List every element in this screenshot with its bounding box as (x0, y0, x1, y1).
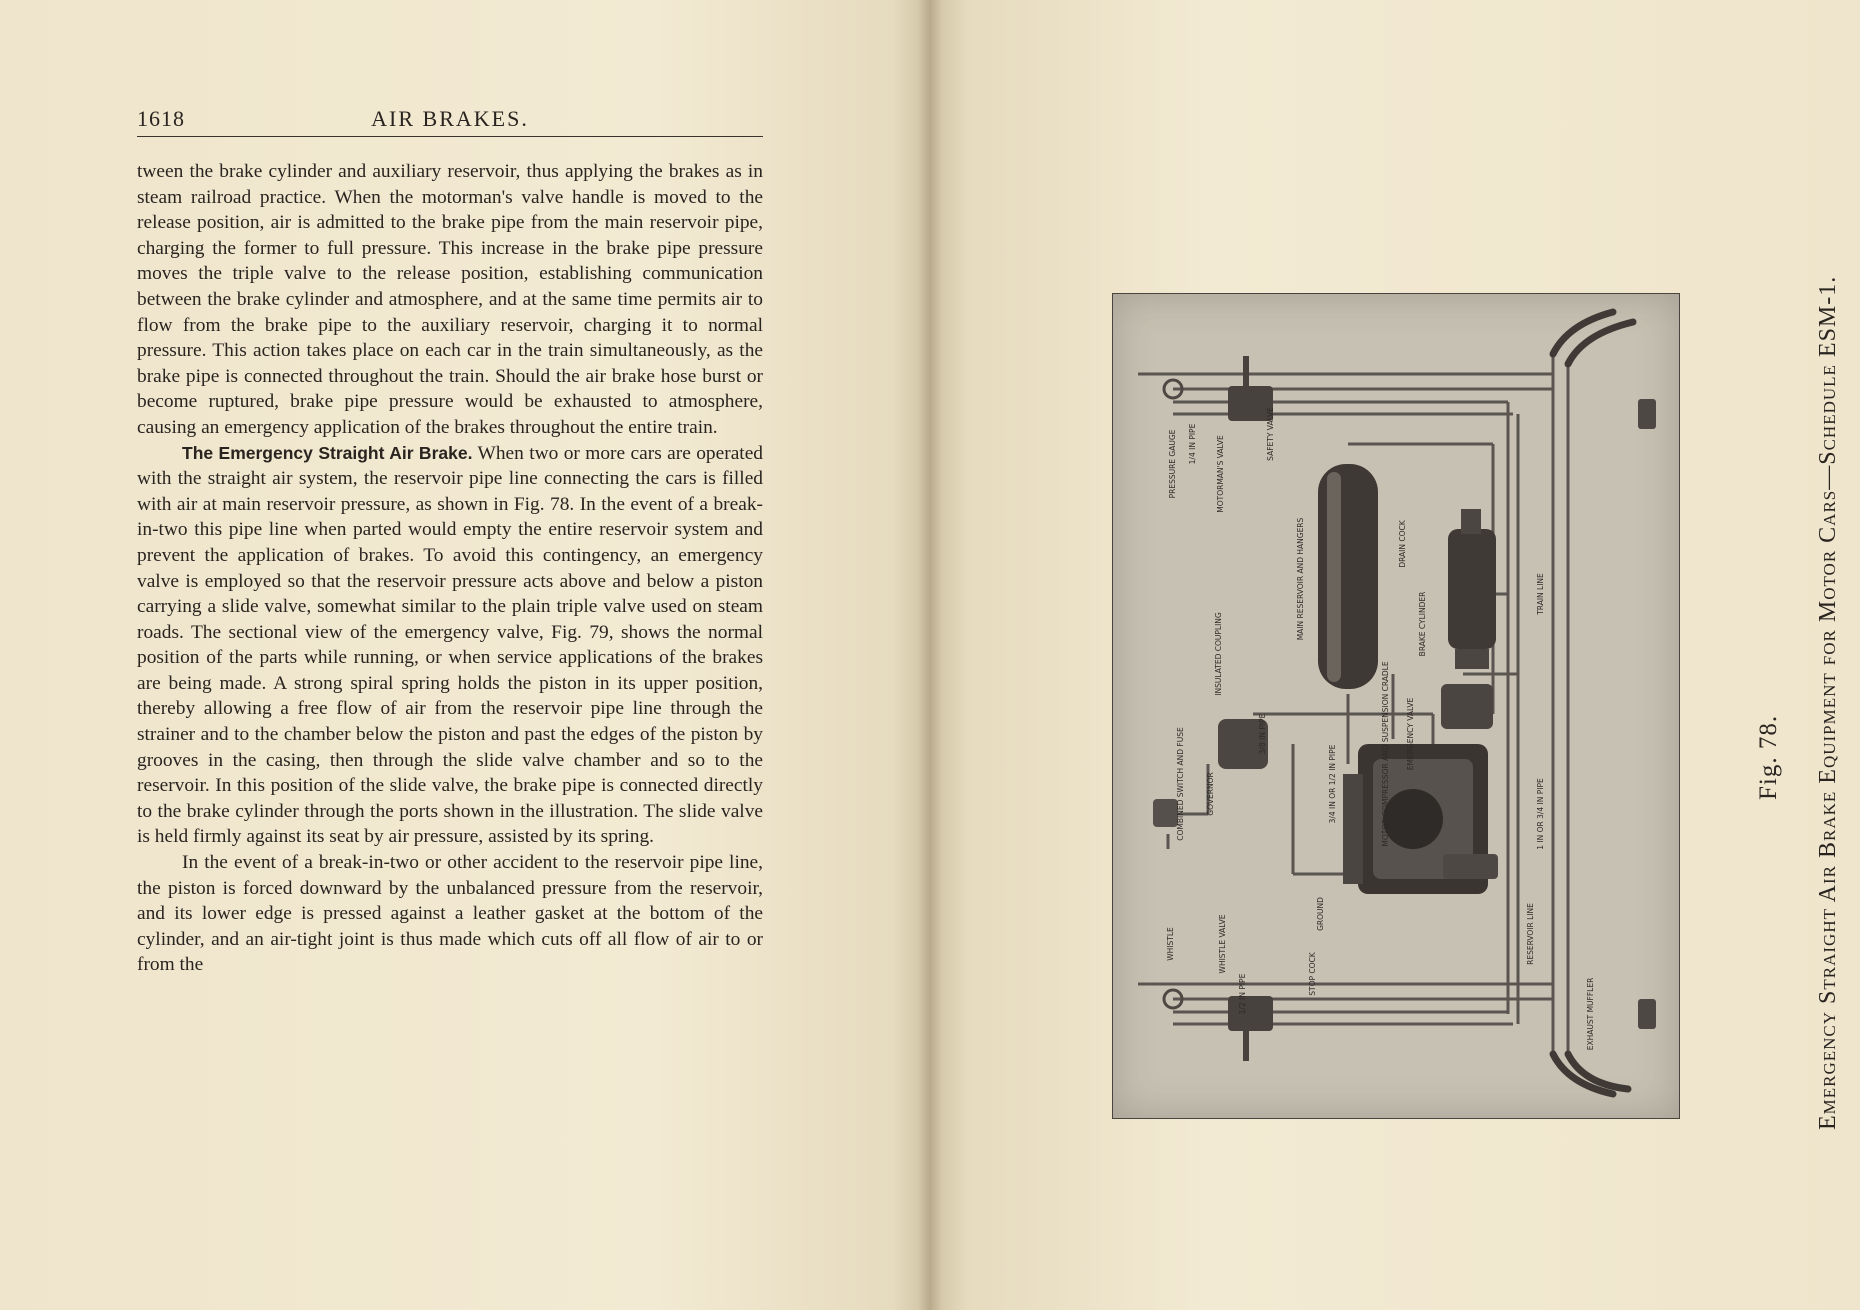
paragraph-1-text: tween the brake cylinder and auxiliary reservoir, thus applying the brakes as in steam railroad practice. When the motorman's valve handle is moved to the release position, air is admitted to the brake pipe from the main reservoir pipe, charging the former to full pressure. This increase in the brake pipe pressure moves the triple valve to the release position, establishing communication between the brake cylinder and atmosphere, and at the same time permits air to flow from the brake pipe to the auxiliary reservoir, charging it to normal pressure. This action takes place on each car in the train simultaneously, as the brake pipe is connected throughout the train. Should the air brake hose burst or become ruptured, brake pipe pressure would be exhausted to atmosphere, causing an emergency application of the brakes throughout the entire train. (137, 161, 763, 438)
section-heading: The Emergency Straight Air Brake. (182, 442, 473, 463)
label-emergency-valve: EMERGENCY VALVE (1406, 697, 1415, 771)
label-whistle: WHISTLE (1166, 927, 1175, 961)
figure-title: Emergency Straight Air Brake Equipment for Motor Cars—Schedule ESM-1. (1815, 275, 1841, 1130)
label-air-pipe-top: 1/4 IN PIPE (1188, 423, 1197, 465)
figure-plate (1112, 293, 1680, 1119)
label-train-line: TRAIN LINE (1536, 573, 1545, 615)
label-brake-cylinder: BRAKE CYLINDER (1418, 591, 1427, 657)
running-head-title: AIR BRAKES. (371, 106, 529, 131)
label-motormans-valve: MOTORMAN'S VALVE (1216, 435, 1225, 513)
label-governor: GOVERNOR (1206, 772, 1215, 816)
paragraph-2 (137, 441, 763, 851)
label-stop-cock: STOP COCK (1308, 952, 1317, 996)
label-whistle-valve: WHISTLE VALVE (1218, 914, 1227, 974)
body-text (137, 159, 763, 978)
label-pressure-gauge: PRESSURE GAUGE (1168, 429, 1177, 499)
label-combined-switch: COMBINED SWITCH AND FUSE (1176, 727, 1185, 841)
label-pipe-1-2: 1/2 IN PIPE (1238, 973, 1247, 1015)
label-reservoir-line: RESERVOIR LINE (1526, 903, 1535, 965)
label-pipe-3-4-1-2: 3/4 IN OR 1/2 IN PIPE (1328, 744, 1337, 824)
paragraph-3-text: In the event of a break-in-two or other accident to the reservoir pipe line, the piston is forced downward by the unbalanced pressure from the reservoir, and its lower edge is pressed against a leather gasket at the bottom of the cylinder, and an air-tight joint is thus made which cuts off all flow of air to or from the (137, 852, 763, 976)
figure-number: Fig. 78. (1755, 714, 1782, 800)
label-exhaust-muffler: EXHAUST MUFFLER (1586, 977, 1595, 1051)
book-gutter (918, 0, 942, 1310)
paragraph-1 (137, 159, 763, 441)
paragraph-2-text: When two or more cars are operated with the straight air system, the reservoir pipe line connecting the cars is filled with air at main reservoir pressure, as shown in Fig. 78. In the event of a break-in-two this pipe line when parted would empty the entire reservoir system and prevent the application of brakes. To avoid this contingency, an emergency valve is employed so that the reservoir pressure acts above and below a piston carrying a slide valve, somewhat similar to the plain triple valve used on steam roads. The sectional view of the emergency valve, Fig. 79, shows the normal position of the parts while running, or when service applications of the brakes are being made. A strong spiral spring holds the piston in its upper position, thereby allowing a free flow of air from the reservoir pipe line through the strainer and to the chamber below the piston and past the edges of the piston by grooves in the casing, then through the slide valve chamber and so to the reservoir. In this position of the slide valve, the brake pipe is connected directly to the brake cylinder through the ports shown in the illustration. The slide valve is held firmly against its seat by air pressure, assisted by its spring. (137, 442, 763, 848)
label-pipe-3-8: 3/8 IN PIPE (1258, 713, 1267, 755)
label-insulated-coupling: INSULATED COUPLING (1214, 612, 1223, 696)
label-safety-valve: SAFETY VALVE (1266, 407, 1275, 461)
air-brake-diagram (1113, 294, 1679, 1118)
label-pipe-1-in: 1 IN OR 3/4 IN PIPE (1536, 778, 1545, 850)
paragraph-3 (137, 850, 763, 978)
label-motor-compressor: MOTOR COMPRESSOR AND SUSPENSION CRADLE (1381, 661, 1390, 847)
label-ground: GROUND (1316, 897, 1325, 931)
page-number: 1618 (137, 106, 185, 131)
running-head (137, 106, 763, 137)
label-drain-cock: DRAIN COCK (1398, 520, 1407, 568)
label-main-reservoir: MAIN RESERVOIR AND HANGERS (1296, 517, 1305, 641)
